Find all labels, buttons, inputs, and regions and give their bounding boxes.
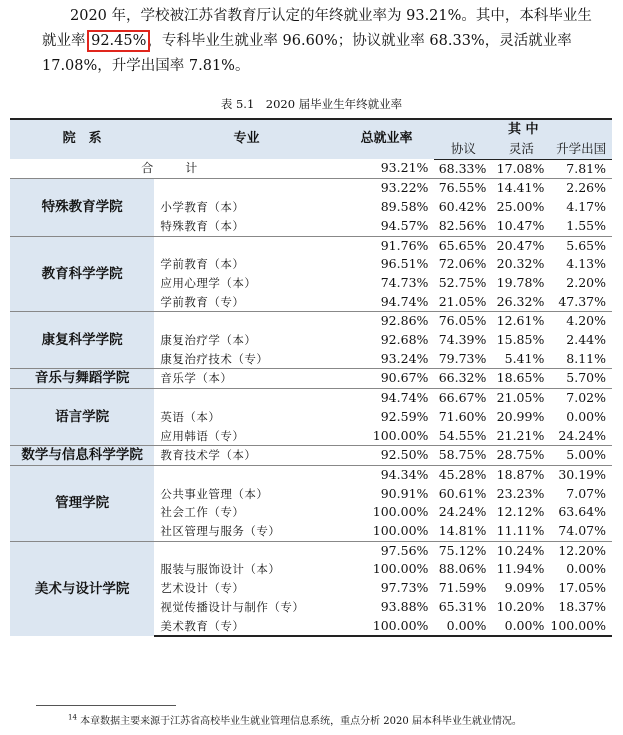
major-cell: 公共事业管理（本） [160,486,269,501]
header-total-rate: 总就业率 [339,119,435,159]
major-cell [154,312,338,331]
agreement-cell: 88.06% [438,561,487,577]
rate-cell: 100.00% [372,427,429,443]
agreement-cell: 21.05% [438,293,487,309]
agreement-cell: 66.32% [434,369,492,389]
flexible-cell: 5.41% [504,350,545,366]
header-major: 专业 [154,119,338,159]
table-caption: 表 5.1 2020 届毕业生年终就业率 [220,97,403,111]
major-cell: 视觉传播设计与制作（专） [160,599,305,614]
footnote [68,712,522,727]
abroad-cell: 100.00% [550,617,612,637]
major-cell: 应用韩语（专） [160,428,245,443]
major-cell: 学前教育（专） [160,294,245,309]
agreement-cell: 71.59% [438,580,487,596]
abroad-cell: 7.07% [566,485,606,501]
abroad-cell: 4.17% [566,199,606,215]
major-cell: 英语（本） [160,409,221,424]
major-cell: 社区管理与服务（专） [160,524,281,539]
employment-rate-table [10,118,612,637]
rate-cell: 74.73% [380,274,429,290]
body-paragraph [42,4,602,79]
total-flexible: 17.08% [496,160,545,176]
table-row [10,465,612,484]
abroad-cell: 8.11% [566,350,606,366]
abroad-cell: 12.20% [550,541,612,560]
rate-cell: 90.67% [339,369,435,389]
flexible-cell: 10.20% [496,598,545,614]
flexible-cell: 9.09% [504,580,545,596]
dept-cell: 语言学院 [10,389,154,446]
agreement-cell: 76.05% [434,312,492,331]
dept-cell: 数学与信息科学学院 [10,446,154,466]
highlighted-undergrad-rate: 92.45% [91,33,147,49]
agreement-cell: 45.28% [434,465,492,484]
rate-cell: 92.68% [380,332,429,348]
major-cell: 特殊教育（本） [160,218,245,233]
abroad-cell: 0.00% [566,561,606,577]
major-cell [154,179,338,198]
rate-cell: 94.34% [339,465,435,484]
major-cell [154,389,338,408]
flexible-cell: 20.99% [496,408,545,424]
agreement-cell: 72.06% [438,256,487,272]
flexible-cell: 18.65% [492,369,550,389]
flexible-cell: 12.61% [492,312,550,331]
abroad-cell: 2.20% [566,274,606,290]
footnote-mark: 14 [68,713,77,722]
total-rate: 93.21% [380,160,429,176]
rate-cell: 93.24% [380,350,429,366]
abroad-cell: 5.00% [550,446,612,466]
header-abroad: 升学出国 [550,140,612,159]
dept-cell: 音乐与舞蹈学院 [10,369,154,389]
flexible-cell: 12.12% [496,504,545,520]
rate-cell: 96.51% [380,256,429,272]
header-dept: 院 系 [10,119,154,159]
rate-cell: 93.22% [339,179,435,198]
table-row [10,236,612,255]
rate-cell: 89.58% [380,199,429,215]
header-group: 其 中 [434,119,612,140]
abroad-cell: 4.13% [566,256,606,272]
flexible-cell: 28.75% [492,446,550,466]
agreement-cell: 24.24% [438,504,487,520]
header-agreement: 协议 [434,140,492,159]
abroad-cell: 2.26% [550,179,612,198]
major-cell: 艺术设计（专） [160,581,245,596]
rate-cell: 93.88% [380,598,429,614]
paragraph-text-suffix: ，专科毕业生就业率 96.60%；协议就业率 68.33%，灵活就业率 17.08%，升学出国率 7.81%。 [42,33,572,74]
dept-cell: 美术与设计学院 [10,541,154,636]
abroad-cell: 7.02% [550,389,612,408]
abroad-cell: 30.19% [550,465,612,484]
paragraph-text-prefix: 2020 年，学校被江苏省教育厅认定的年终就业率为 93.21%。其中，本科毕业生就业率 [42,8,592,49]
major-cell [154,541,338,560]
flexible-cell: 11.94% [496,561,545,577]
total-abroad: 7.81% [566,160,606,176]
flexible-cell: 14.41% [492,179,550,198]
rate-cell: 91.76% [339,236,435,255]
abroad-cell: 5.65% [550,236,612,255]
flexible-cell: 21.21% [496,427,545,443]
table-row [10,389,612,408]
flexible-cell: 25.00% [496,199,545,215]
flexible-cell: 23.23% [496,485,545,501]
abroad-cell: 4.20% [550,312,612,331]
major-cell: 小学教育（本） [160,200,245,215]
rate-cell: 92.59% [380,408,429,424]
major-cell: 学前教育（本） [160,257,245,272]
rate-cell: 92.50% [339,446,435,466]
major-cell: 应用心理学（本） [160,275,257,290]
agreement-cell: 76.55% [434,179,492,198]
major-cell: 音乐学（本） [154,369,338,389]
rate-cell: 94.74% [339,389,435,408]
footnote-text: 本章数据主要来源于江苏省高校毕业生就业管理信息系统，重点分析 2020 届本科毕业生就业情况。 [80,716,522,727]
agreement-cell: 65.65% [434,236,492,255]
flexible-cell: 26.32% [496,293,545,309]
total-agreement: 68.33% [438,160,487,176]
table-row [10,446,612,466]
flexible-cell: 10.47% [496,217,545,233]
agreement-cell: 54.55% [438,427,487,443]
flexible-cell: 15.85% [496,332,545,348]
dept-cell: 特殊教育学院 [10,179,154,236]
table-body [10,159,612,636]
agreement-cell: 66.67% [434,389,492,408]
flexible-cell: 11.11% [496,523,545,539]
abroad-cell: 47.37% [558,293,606,309]
flexible-cell: 19.78% [496,274,545,290]
agreement-cell: 14.81% [438,523,487,539]
flexible-cell: 20.32% [496,256,545,272]
major-cell: 教育技术学（本） [154,446,338,466]
flexible-cell: 18.87% [492,465,550,484]
abroad-cell: 5.70% [550,369,612,389]
major-cell: 社会工作（专） [160,505,245,520]
major-cell [154,465,338,484]
table-row [10,179,612,198]
major-cell: 美术教育（专） [154,617,338,637]
dept-cell: 管理学院 [10,465,154,541]
major-cell [154,236,338,255]
total-label: 合 计 [141,161,208,176]
agreement-cell: 65.31% [438,598,487,614]
abroad-cell: 17.05% [558,580,606,596]
table-row [10,541,612,560]
flexible-cell: 10.24% [492,541,550,560]
header-flexible: 灵活 [492,140,550,159]
footnote-rule [36,705,176,706]
agreement-cell: 0.00% [434,617,492,637]
agreement-cell: 60.42% [438,199,487,215]
rate-cell: 94.74% [380,293,429,309]
abroad-cell: 74.07% [558,523,606,539]
major-cell: 服装与服饰设计（本） [160,562,281,577]
agreement-cell: 79.73% [438,350,487,366]
rate-cell: 97.56% [339,541,435,560]
rate-cell: 100.00% [372,504,429,520]
abroad-cell: 18.37% [558,598,606,614]
abroad-cell: 2.44% [566,332,606,348]
major-cell: 康复治疗学（本） [160,333,257,348]
agreement-cell: 60.61% [438,485,487,501]
total-row [10,159,612,179]
agreement-cell: 74.39% [438,332,487,348]
rate-cell: 90.91% [380,485,429,501]
dept-cell: 教育科学学院 [10,236,154,312]
agreement-cell: 71.60% [438,408,487,424]
abroad-cell: 0.00% [566,408,606,424]
abroad-cell: 63.64% [558,504,606,520]
rate-cell: 94.57% [380,217,429,233]
rate-cell: 92.86% [339,312,435,331]
agreement-cell: 75.12% [434,541,492,560]
agreement-cell: 58.75% [434,446,492,466]
agreement-cell: 52.75% [438,274,487,290]
dept-cell: 康复科学学院 [10,312,154,369]
major-cell: 康复治疗技术（专） [160,351,269,366]
table-row [10,369,612,389]
abroad-cell: 24.24% [558,427,606,443]
agreement-cell: 82.56% [438,217,487,233]
rate-cell: 100.00% [339,617,435,637]
rate-cell: 100.00% [372,561,429,577]
flexible-cell: 21.05% [492,389,550,408]
abroad-cell: 1.55% [566,217,606,233]
rate-cell: 97.73% [380,580,429,596]
table-row [10,312,612,331]
flexible-cell: 0.00% [492,617,550,637]
rate-cell: 100.00% [372,523,429,539]
flexible-cell: 20.47% [492,236,550,255]
